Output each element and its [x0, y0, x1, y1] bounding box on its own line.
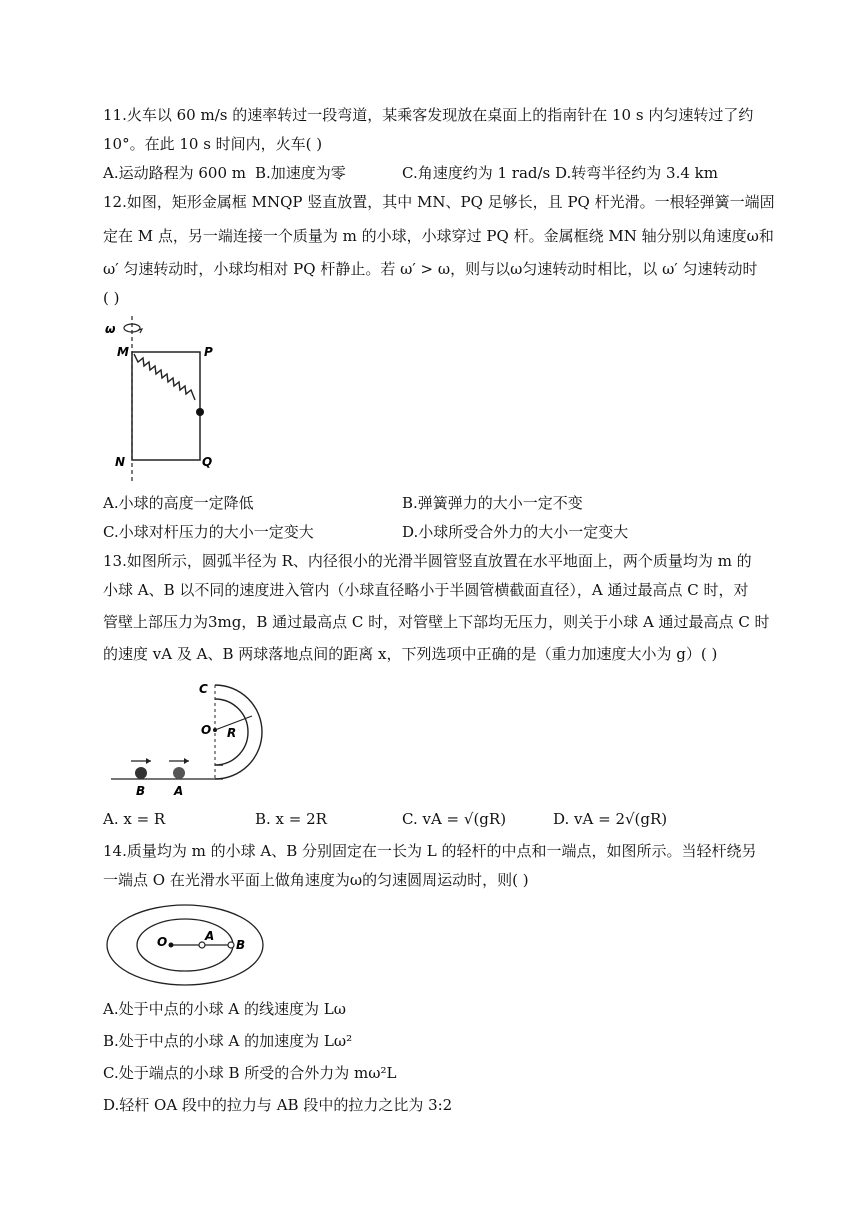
label-q: Q	[202, 455, 213, 469]
q13-figure-half-pipe	[103, 675, 293, 800]
label-n: N	[115, 455, 126, 469]
label-omega: ω	[105, 322, 116, 336]
q11-stem-line1: 11.火车以 60 m/s 的速率转过一段弯道，某乘客发现放在桌面上的指南针在 10 s 内匀速转过了约	[103, 106, 754, 124]
q11-stem-line2: 10°。在此 10 s 时间内，火车( )	[103, 135, 323, 153]
label-o: O	[157, 935, 168, 949]
label-a: A	[174, 784, 184, 798]
label-m: M	[117, 345, 129, 359]
q11-option-a: A.运动路程为 600 m	[103, 164, 246, 182]
q13-stem-line1: 13.如图所示，圆弧半径为 R、内径很小的光滑半圆管竖直放置在水平地面上，两个质量均为 m 的	[103, 552, 752, 570]
q12-stem-line4: ( )	[103, 289, 120, 307]
label-p: P	[204, 345, 213, 359]
q12-option-a: A.小球的高度一定降低	[103, 494, 254, 512]
ball	[196, 408, 204, 416]
label-o: O	[201, 723, 212, 737]
label-c: C	[199, 682, 208, 696]
velocity-arrow-icon	[146, 758, 151, 764]
q14-stem-line2: 一端点 O 在光滑水平面上做角速度为ω的匀速圆周运动时，则( )	[103, 871, 529, 889]
ball-a	[173, 767, 185, 779]
q14-figure-rod-circles	[103, 900, 273, 992]
q14-option-b: B.处于中点的小球 A 的加速度为 Lω²	[103, 1032, 353, 1050]
q14-option-a: A.处于中点的小球 A 的线速度为 Lω	[103, 1000, 346, 1018]
q14-option-c: C.处于端点的小球 B 所受的合外力为 mω²L	[103, 1064, 397, 1082]
q12-stem-line1: 12.如图，矩形金属框 MNQP 竖直放置，其中 MN、PQ 足够长，且 PQ 杆光滑。一根轻弹簧一端固	[103, 193, 775, 211]
q13-stem-line2: 小球 A、B 以不同的速度进入管内（小球直径略小于半圆管横截面直径），A 通过最高点 C 时，对	[103, 581, 749, 599]
spring-icon	[134, 354, 195, 400]
metal-frame	[132, 352, 200, 460]
q11-option-b: B.加速度为零	[255, 164, 346, 182]
q12-option-c: C.小球对杆压力的大小一定变大	[103, 523, 314, 541]
label-b: B	[136, 784, 146, 798]
q13-option-c: C. vA = √(gR)	[402, 810, 507, 828]
q12-option-d: D.小球所受合外力的大小一定变大	[402, 523, 629, 541]
q13-stem-line4: 的速度 vA 及 A、B 两球落地点间的距离 x，下列选项中正确的是（重力加速度大小为 g）( )	[103, 645, 718, 663]
label-r: R	[227, 726, 237, 740]
q13-option-b: B. x = 2R	[255, 810, 327, 828]
ball-b	[228, 942, 234, 948]
q12-stem-line3: ω′ 匀速转动时，小球均相对 PQ 杆静止。若 ω′ > ω，则与以ω匀速转动时相比，以 ω′ 匀速转动时	[103, 260, 758, 278]
ball-b	[135, 767, 147, 779]
label-b: B	[236, 938, 246, 952]
q14-option-d: D.轻杆 OA 段中的拉力与 AB 段中的拉力之比为 3:2	[103, 1096, 453, 1114]
q13-stem-line3: 管壁上部压力为3mg，B 通过最高点 C 时，对管壁上下部均无压力，则关于小球 A 通过最高点 C 时	[103, 613, 770, 631]
q14-stem-line1: 14.质量均为 m 的小球 A、B 分别固定在一长为 L 的轻杆的中点和一端点，如图所示。当轻杆绕另	[103, 842, 757, 860]
q11-option-d: D.转弯半径约为 3.4 km	[555, 164, 718, 182]
q12-option-b: B.弹簧弹力的大小一定不变	[402, 494, 583, 512]
q13-option-d: D. vA = 2√(gR)	[553, 810, 668, 828]
label-a: A	[205, 929, 215, 943]
q11-option-c: C.角速度约为 1 rad/s	[402, 164, 551, 182]
q12-stem-line2: 定在 M 点，另一端连接一个质量为 m 的小球，小球穿过 PQ 杆。金属框绕 MN 轴分别以角速度ω和	[103, 227, 774, 245]
q13-option-a: A. x = R	[103, 810, 166, 828]
q12-figure-frame-spring	[103, 316, 233, 481]
velocity-arrow-icon	[184, 758, 189, 764]
pivot-o	[169, 943, 174, 948]
